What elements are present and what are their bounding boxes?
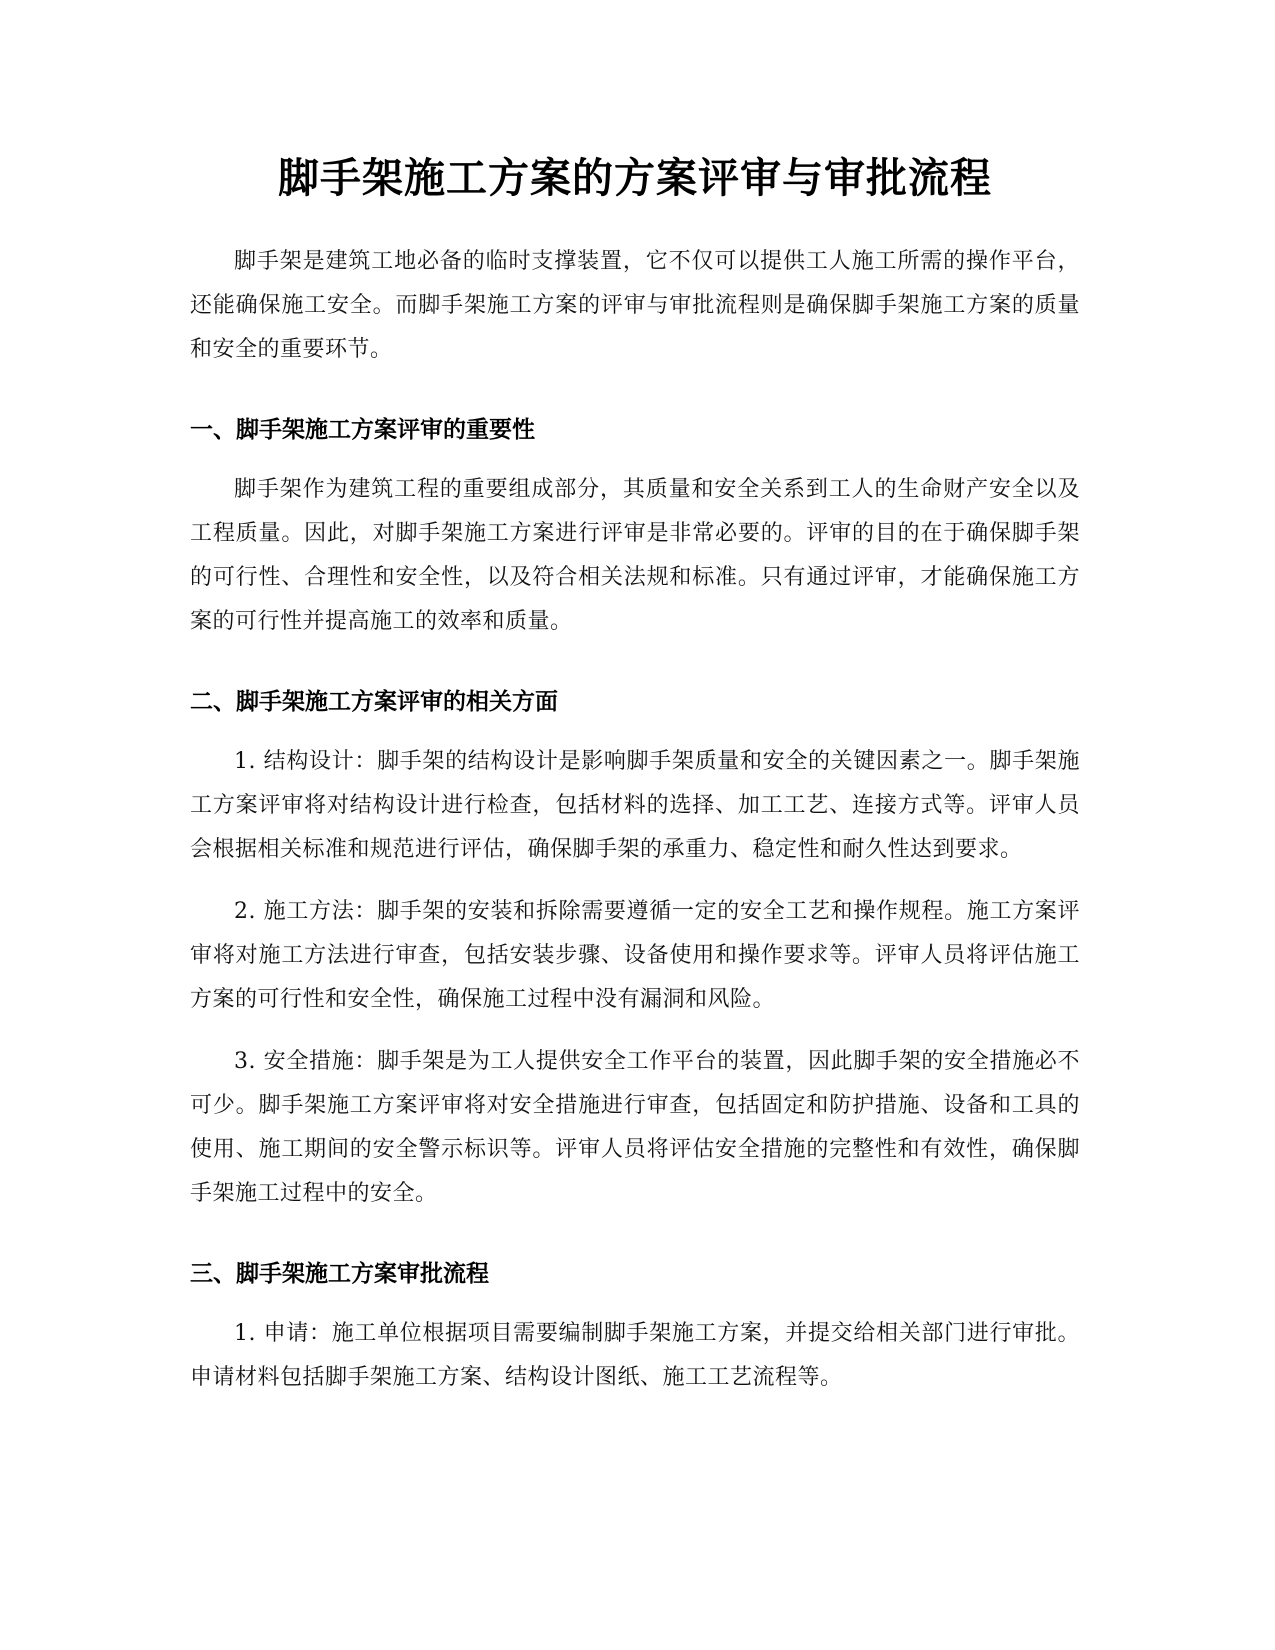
body-paragraph: 2. 施工方法：脚手架的安装和拆除需要遵循一定的安全工艺和操作规程。施工方案评审将对施工方法进行审查，包括安装步骤、设备使用和操作要求等。评审人员将评估施工方案的可行性和安全性，确保施工过程中没有漏洞和风险。 (190, 899, 1080, 1012)
section-approval-process (190, 1216, 1080, 1400)
section-heading: 三、脚手架施工方案审批流程 (190, 1261, 489, 1287)
section-heading: 一、脚手架施工方案评审的重要性 (190, 417, 535, 443)
section-importance (190, 372, 1080, 644)
body-paragraph: 脚手架作为建筑工程的重要组成部分，其质量和安全关系到工人的生命财产安全以及工程质量。因此，对脚手架施工方案进行评审是非常必要的。评审的目的在于确保脚手架的可行性、合理性和安全性，以及符合相关法规和标准。只有通过评审，才能确保施工方案的可行性并提高施工的效率和质量。 (190, 477, 1080, 634)
section-heading: 二、脚手架施工方案评审的相关方面 (190, 689, 558, 715)
section-review-aspects (190, 644, 1080, 1216)
body-paragraph: 1. 申请：施工单位根据项目需要编制脚手架施工方案，并提交给相关部门进行审批。申请材料包括脚手架施工方案、结构设计图纸、施工工艺流程等。 (190, 1321, 1080, 1390)
intro-paragraph: 脚手架是建筑工地必备的临时支撑装置，它不仅可以提供工人施工所需的操作平台，还能确保施工安全。而脚手架施工方案的评审与审批流程则是确保脚手架施工方案的质量和安全的重要环节。 (190, 249, 1080, 362)
body-paragraph: 1. 结构设计：脚手架的结构设计是影响脚手架质量和安全的关键因素之一。脚手架施工方案评审将对结构设计进行检查，包括材料的选择、加工工艺、连接方式等。评审人员会根据相关标准和规范进行评估，确保脚手架的承重力、稳定性和耐久性达到要求。 (190, 749, 1080, 862)
body-paragraph: 3. 安全措施：脚手架是为工人提供安全工作平台的装置，因此脚手架的安全措施必不可少。脚手架施工方案评审将对安全措施进行审查，包括固定和防护措施、设备和工具的使用、施工期间的安全警示标识等。评审人员将评估安全措施的完整性和有效性，确保脚手架施工过程中的安全。 (190, 1049, 1080, 1206)
document-title: 脚手架施工方案的方案评审与审批流程 (278, 154, 992, 202)
